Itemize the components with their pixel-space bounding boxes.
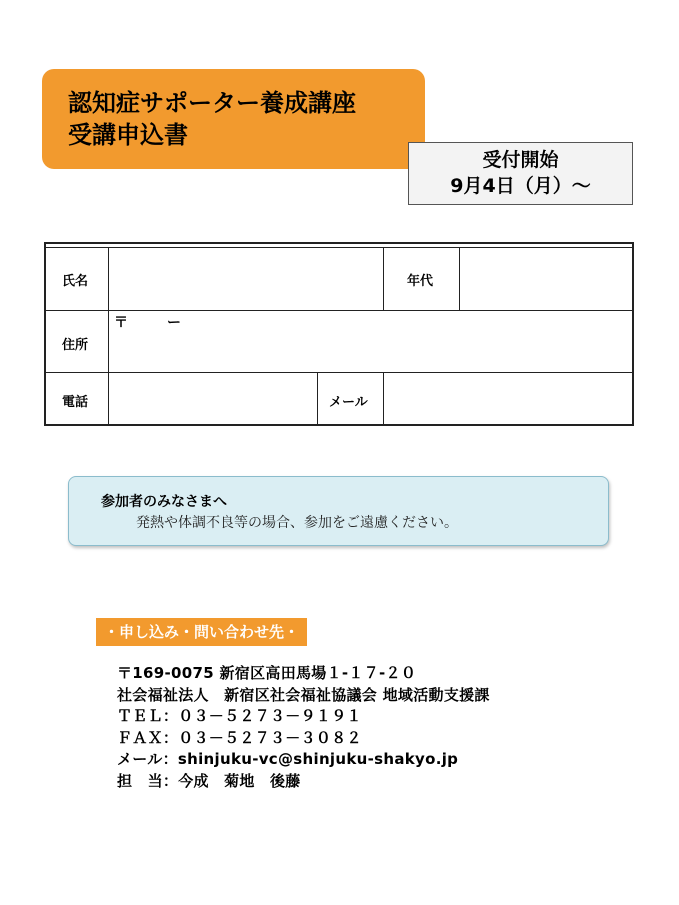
postal-dash: ー: [167, 315, 181, 331]
email-label: メール: [329, 395, 368, 410]
contact-address: 〒169-0075 新宿区高田馬場１-１７-２０: [117, 664, 417, 682]
contact-email[interactable]: メール：shinjuku-vc@shinjuku-shakyo.jp: [117, 750, 459, 768]
contact-staff: 担 当：今成 菊地 後藤: [117, 771, 301, 790]
age-field[interactable]: [460, 248, 632, 309]
name-label: 氏名: [62, 274, 89, 289]
notice-box: [68, 476, 609, 546]
title-line-1: 認知症サポーター養成講座: [68, 89, 356, 117]
notice-body: 発熱や体調不良等の場合、参加をご遠慮ください。: [136, 515, 458, 531]
contact-organization: 社会福祉法人 新宿区社会福祉協議会 地域活動支援課: [117, 685, 490, 704]
column-divider: [383, 247, 384, 310]
phone-label: 電話: [62, 395, 89, 410]
contact-info: [117, 663, 490, 792]
postal-mark: 〒: [114, 315, 128, 331]
contact-fax: ＦＡＸ：０３－５２７３－３０８２: [117, 728, 362, 747]
phone-field[interactable]: [109, 373, 316, 423]
email-field[interactable]: [384, 373, 632, 423]
reception-date: 9月4日（月）～: [450, 175, 591, 197]
name-field[interactable]: [109, 248, 382, 309]
reception-start-box: [408, 142, 633, 205]
reception-label: 受付開始: [482, 149, 559, 171]
title-banner: [42, 69, 425, 169]
contact-tel: ＴＥＬ：０３－５２７３－９１９１: [117, 707, 362, 725]
contact-heading: ・申し込み・問い合わせ先・: [96, 618, 307, 646]
age-label: 年代: [407, 274, 434, 289]
title-line-2: 受講申込書: [68, 121, 188, 149]
notice-title: 参加者のみなさまへ: [101, 494, 227, 510]
address-label: 住所: [62, 338, 89, 353]
address-field[interactable]: [109, 311, 632, 371]
column-divider: [317, 372, 318, 424]
application-form-table: [44, 242, 634, 426]
